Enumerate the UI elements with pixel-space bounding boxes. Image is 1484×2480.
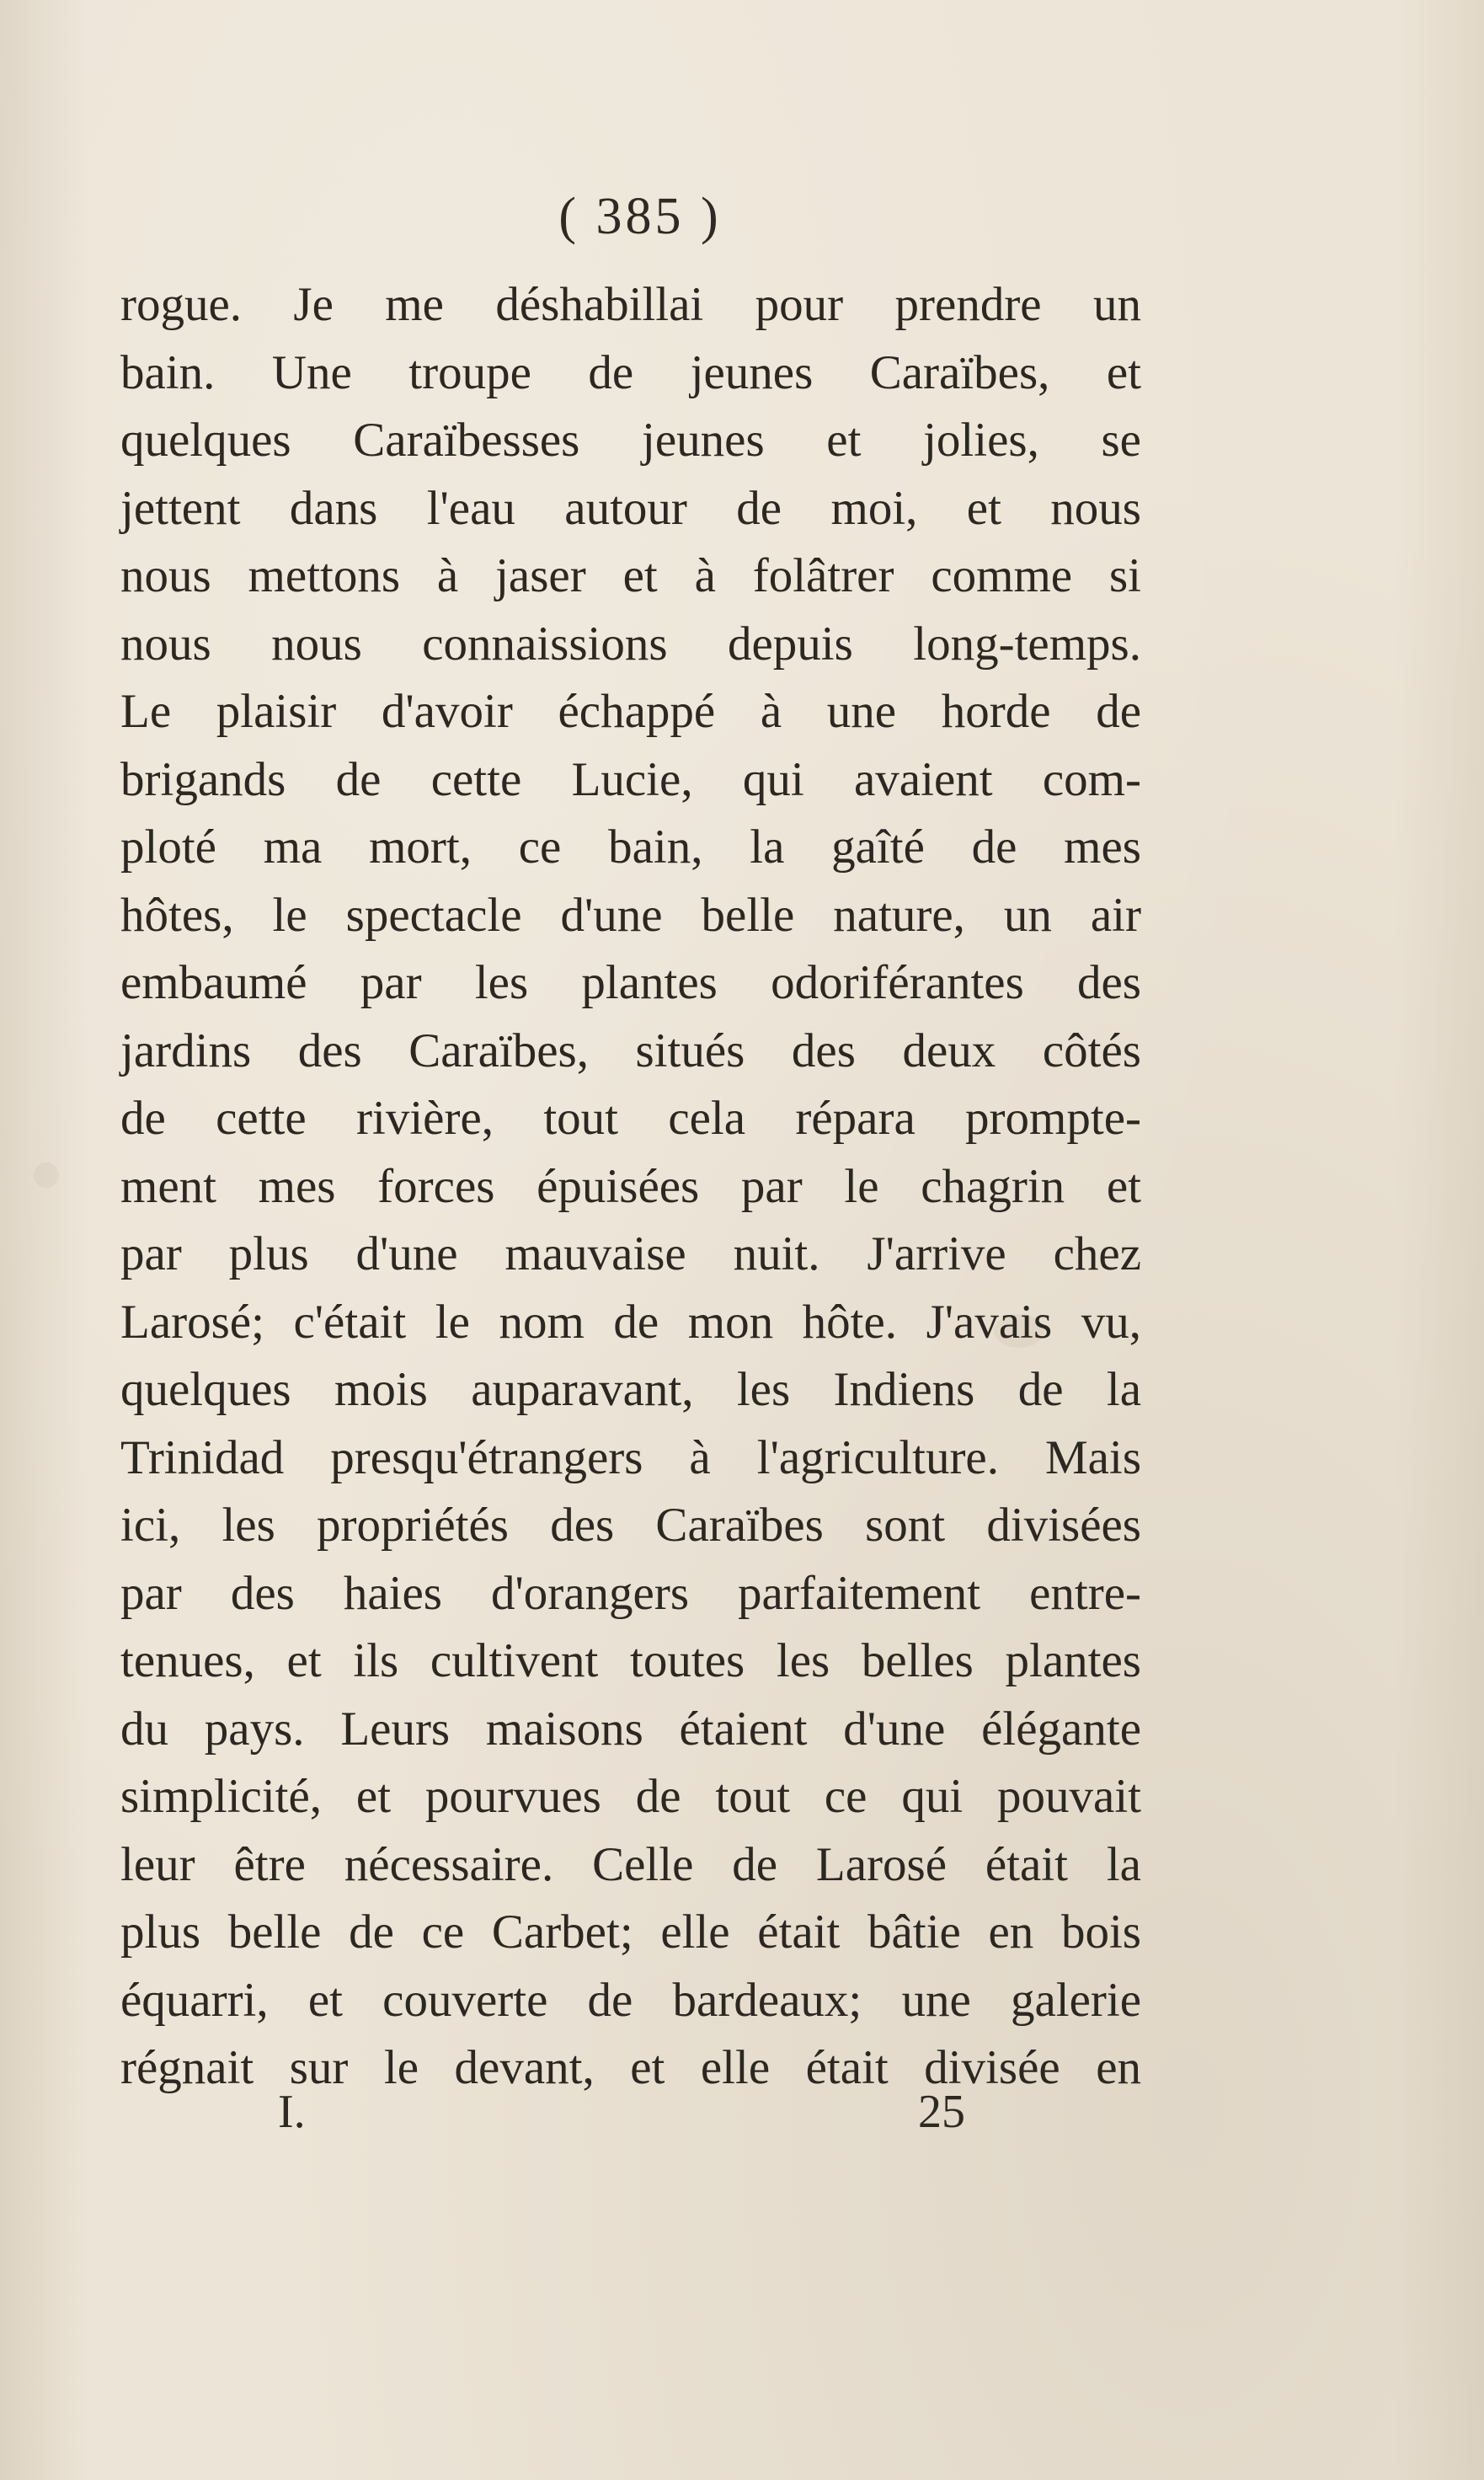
- text-line: Trinidad presqu'étrangers à l'agriculture. Mais: [120, 1430, 1141, 1484]
- text-line: tenues, et ils cultivent toutes les belles plantes: [120, 1634, 1141, 1687]
- text-line: plus belle de ce Carbet; elle était bâtie en bois: [120, 1905, 1141, 1959]
- text-line: Larosé; c'était le nom de mon hôte. J'avais vu,: [120, 1295, 1141, 1349]
- text-line: hôtes, le spectacle d'une belle nature, un air: [120, 888, 1141, 942]
- text-line: quelques Caraïbesses jeunes et jolies, se: [120, 414, 1141, 467]
- text-line: ici, les propriétés des Caraïbes sont divisées: [120, 1499, 1141, 1552]
- signature-mark: I.: [278, 2086, 306, 2138]
- text-line: Le plaisir d'avoir échappé à une horde de: [120, 685, 1141, 738]
- text-line: simplicité, et pourvues de tout ce qui pouvait: [120, 1770, 1141, 1823]
- text-line: brigands de cette Lucie, qui avaient com-: [120, 752, 1141, 806]
- page-number: ( 385 ): [558, 188, 722, 245]
- text-line: embaumé par les plantes odoriférantes des: [120, 956, 1141, 1009]
- text-line: ploté ma mort, ce bain, la gaîté de mes: [120, 820, 1141, 874]
- text-line: par plus d'une mauvaise nuit. J'arrive chez: [120, 1227, 1141, 1280]
- text-line: leur être nécessaire. Celle de Larosé était la: [120, 1837, 1141, 1891]
- text-line: ment mes forces épuisées par le chagrin et: [120, 1159, 1141, 1213]
- text-line: par des haies d'orangers parfaitement entre-: [120, 1566, 1141, 1620]
- body-text: [120, 271, 1141, 2103]
- text-line: nous nous connaissions depuis long-temps.: [120, 617, 1141, 671]
- page-footer: [0, 2085, 1484, 2144]
- text-line: de cette rivière, tout cela répara prompte-: [120, 1092, 1141, 1145]
- text-line: bain. Une troupe de jeunes Caraïbes, et: [120, 345, 1141, 399]
- text-line: quelques mois auparavant, les Indiens de la: [120, 1363, 1141, 1416]
- text-line: équarri, et couverte de bardeaux; une galerie: [120, 1973, 1141, 2027]
- text-line: rogue. Je me déshabillai pour prendre un: [120, 278, 1141, 331]
- text-line: du pays. Leurs maisons étaient d'une élégante: [120, 1702, 1141, 1756]
- text-line: jardins des Caraïbes, situés des deux côtés: [120, 1024, 1141, 1077]
- paper-stain: [34, 1162, 59, 1188]
- text-line: régnait sur le devant, et elle était divisée en: [120, 2041, 1141, 2094]
- signature-number: 25: [918, 2086, 965, 2138]
- text-line: jettent dans l'eau autour de moi, et nous: [120, 481, 1141, 535]
- text-line: nous mettons à jaser et à folâtrer comme si: [120, 549, 1141, 602]
